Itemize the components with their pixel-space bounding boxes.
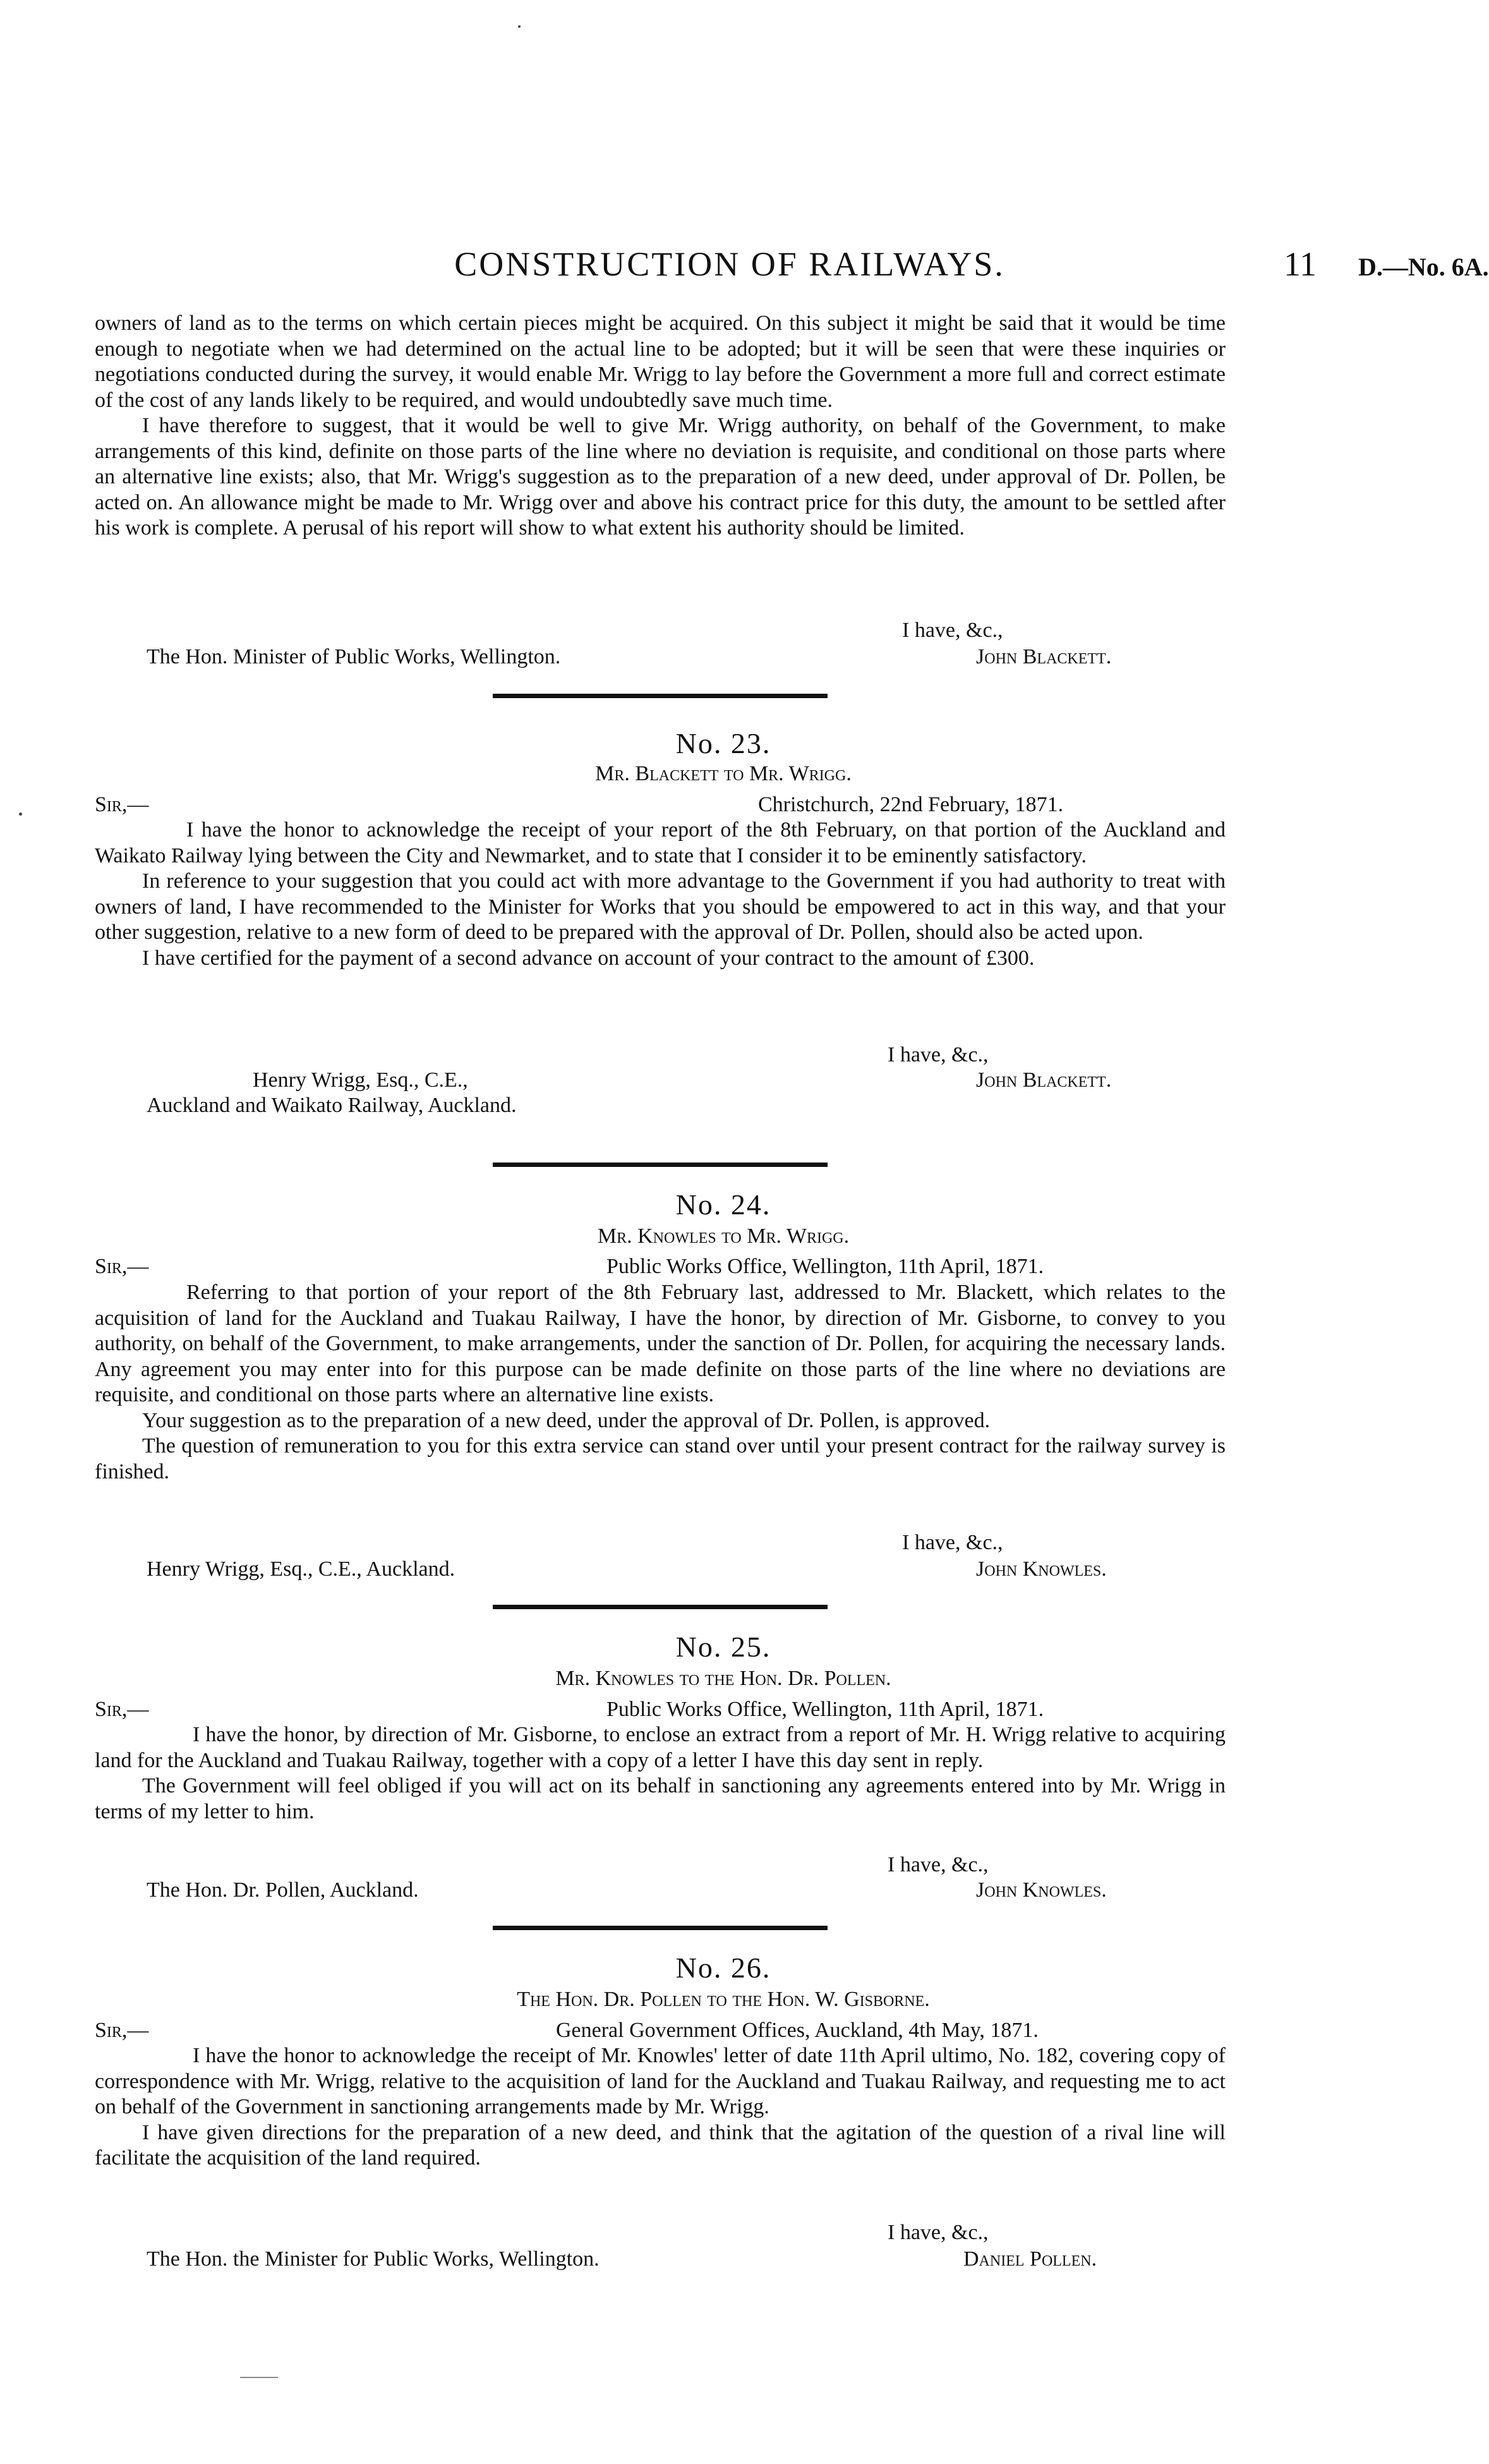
place-date: Christchurch, 22nd February, 1871. [758, 793, 1064, 816]
page-title: CONSTRUCTION OF RAILWAYS. [454, 245, 1005, 283]
paragraph: I have the honor to acknowledge the receipt of Mr. Knowles' letter of date 11th April ultimo, No. 182, covering copy of correspondence with Mr. Wrigg, relative to the acquisition of land for the Auckland and Tuakau Railway, and requesting me to act on behalf of the Government in sanctioning arrangements made by Mr. Wrigg. [95, 2044, 1226, 2118]
section-divider [493, 694, 828, 698]
place-date: Public Works Office, Wellington, 11th April, 1871. [606, 1698, 1044, 1721]
paragraph: I have therefore to suggest, that it would be well to give Mr. Wrigg authority, on behalf of the Government, to make arrangements of this kind, definite on those parts of the line where no deviation is requisite, and conditional on those parts where an alternative line exists; also, that Mr. Wrigg's suggestion as to the preparation of a new deed, under approval of Dr. Pollen, be acted on. An allowance might be made to Mr. Wrigg over and above his contract price for this duty, the amount to be settled after his work is complete. A perusal of his report will show to what extent his authority should be limited. [95, 414, 1226, 540]
paragraph: Referring to that portion of your report of the 8th February last, addressed to Mr. Blackett, which relates to the acquisition of land for the Auckland and Tuakau Railway, I have the honor, by direction of Mr. Gisborne, to convey to you authority, on behalf of the Government, to make arrangements, under the sanction of Dr. Pollen, for acquiring the necessary lands. Any agreement you may enter into for this purpose can be made definite on those parts of the line where no deviations are requisite, and conditional on those parts where an alternative line exists. [95, 1281, 1226, 1406]
letter-body [95, 1722, 1226, 1825]
addressee-line-2: Auckland and Waikato Railway, Auckland. [147, 1094, 517, 1117]
paragraph: The Government will feel obliged if you will act on its behalf in sanctioning any agreements entered into by Mr. Wrigg in terms of my letter to him. [95, 1774, 1226, 1823]
addressee: The Hon. Dr. Pollen, Auckland. [147, 1878, 419, 1902]
section-divider [493, 1163, 828, 1167]
intro-text [95, 311, 1226, 541]
page-header [95, 243, 1489, 294]
paragraph: I have given directions for the preparation of a new deed, and think that the agitation of the question of a rival line will facilitate the acquisition of the land required. [95, 2120, 1226, 2170]
letter-number: No. 23. [675, 727, 771, 759]
salutation: Sir,— [95, 2019, 149, 2042]
signature: Daniel Pollen. [963, 2247, 1097, 2271]
letter-number: No. 25. [675, 1631, 771, 1663]
letter-from-to: Mr. Knowles to the Hon. Dr. Pollen. [555, 1667, 891, 1690]
addressee: The Hon. Minister of Public Works, Wellington. [147, 645, 561, 668]
paragraph: owners of land as to the terms on which certain pieces might be acquired. On this subject it might be said that it would be time enough to negotiate when we had determined on the actual line to be adopted; but it will be seen that were these inquiries or negotiations conducted during the survey, it would enable Mr. Wrigg to lay before the Government a more full and correct estimate of the cost of any lands likely to be required, and would undoubtedly save much time. [95, 311, 1226, 412]
closing: I have, &c., [888, 1043, 989, 1066]
addressee: Henry Wrigg, Esq., C.E., Auckland. [147, 1557, 455, 1581]
document-reference: D.—No. 6A. [1358, 253, 1489, 281]
signature: John Blackett. [976, 645, 1112, 668]
print-speck [19, 812, 22, 816]
place-date: General Government Offices, Auckland, 4th May, 1871. [556, 2019, 1039, 2042]
print-speck [518, 25, 521, 28]
letter-from-to: Mr. Blackett to Mr. Wrigg. [595, 762, 852, 785]
letter-body [95, 1280, 1226, 1485]
addressee: The Hon. the Minister for Public Works, Wellington. [147, 2247, 600, 2271]
closing: I have, &c., [888, 2221, 989, 2244]
section-divider [493, 1926, 828, 1930]
paragraph: The question of remuneration to you for this extra service can stand over until your present contract for the railway survey is finished. [95, 1434, 1226, 1483]
letter-body [95, 2043, 1226, 2171]
letter-number: No. 24. [675, 1188, 771, 1221]
paragraph: I have the honor to acknowledge the receipt of your report of the 8th February, on that portion of the Auckland and Waikato Railway lying between the City and Newmarket, and to state that I consider it to be eminently satisfactory. [95, 818, 1226, 867]
signature: John Knowles. [976, 1557, 1107, 1581]
letter-from-to: Mr. Knowles to Mr. Wrigg. [597, 1224, 850, 1248]
signature: John Blackett. [976, 1068, 1112, 1092]
letter-from-to: The Hon. Dr. Pollen to the Hon. W. Gisborne. [517, 1988, 930, 2011]
letter-number: No. 26. [675, 1952, 771, 1984]
paragraph: In reference to your suggestion that you could act with more advantage to the Government if you had authority to treat with owners of land, I have recommended to the Minister for Works that you should be empowered to act in this way, and that your other suggestion, relative to a new form of deed to be prepared with the approval of Dr. Pollen, should also be acted upon. [95, 869, 1226, 944]
salutation: Sir,— [95, 1255, 149, 1278]
letter-body [95, 818, 1226, 971]
paragraph: I have certified for the payment of a second advance on account of your contract to the amount of £300. [142, 946, 1035, 970]
place-date: Public Works Office, Wellington, 11th April, 1871. [606, 1255, 1044, 1278]
closing: I have, &c., [902, 1531, 1003, 1554]
addressee: Henry Wrigg, Esq., C.E., [253, 1068, 468, 1092]
salutation: Sir,— [95, 793, 149, 816]
page-number: 11 [1284, 245, 1317, 283]
print-speck [240, 2377, 278, 2378]
closing: I have, &c., [902, 619, 1003, 642]
signature: John Knowles. [976, 1878, 1107, 1902]
section-divider [493, 1605, 828, 1609]
paragraph: I have the honor, by direction of Mr. Gisborne, to enclose an extract from a report of Mr. H. Wrigg relative to acquiring land for the Auckland and Tuakau Railway, together with a copy of a letter I have this day sent in reply. [95, 1723, 1226, 1772]
salutation: Sir,— [95, 1698, 149, 1721]
closing: I have, &c., [888, 1853, 989, 1876]
paragraph: Your suggestion as to the preparation of a new deed, under the approval of Dr. Pollen, is approved. [142, 1408, 991, 1432]
